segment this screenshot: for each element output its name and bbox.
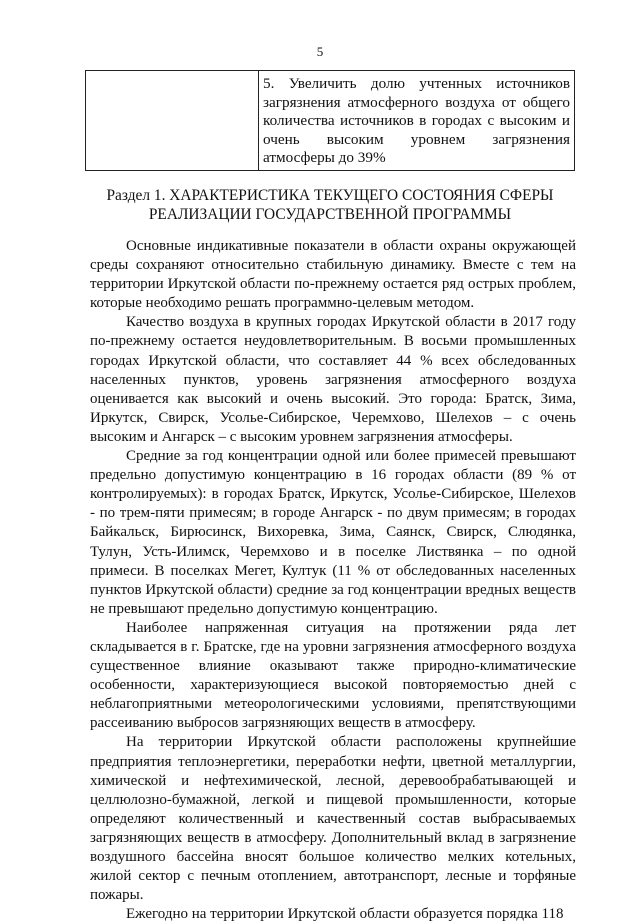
paragraph-air-quality: Качество воздуха в крупных городах Иркутской области в 2017 году по-прежнему остается неудовлетворительным. В восьми промышленных городах Иркутской области, что составляет 44 % всех обследованных населенных пунктов, уровень загрязнения атмосферного воздуха оценивается как высокий и очень высокий. Это города: Братск, Зима, Иркутск, Свирск, Усолье-Сибирское, Черемхово, Шелехов – с очень высоким и Ангарск – с высоким уровнем загрязнения атмосферы. <box>90 314 576 445</box>
page-number: 5 <box>316 44 324 59</box>
paragraph-bratsk: Наиболее напряженная ситуация на протяжении ряда лет складывается в г. Братске, где на уровни загрязнения атмосферного воздуха существенное влияние оказывают также природно-климатические особенности, характеризующиеся высокой повторяемостью дней с неблагоприятными метеорологическими условиями, препятствующими рассеиванию выбросов загрязняющих веществ в атмосферу. <box>90 619 576 732</box>
table-cell-empty <box>86 71 259 171</box>
paragraph-industry: На территории Иркутской области расположены крупнейшие предприятия теплоэнергетики, переработки нефти, цветной металлургии, химической и нефтехимической, лесной, деревообрабатывающей и целлюлозно-бумажной, легкой и пищевой промышленности, которые определяют количественный и качественный состав выбрасываемых загрязняющих веществ в атмосферу. Дополнительный вклад в загрязнение воздушного бассейна вносят большое количество мелких котельных, жилой сектор с печным отоплением, автотранспорт, лесные и торфяные пожары. <box>90 734 576 904</box>
paragraph-concentrations: Средние за год концентрации одной или более примесей превышают предельно допустимую концентрацию в 16 городах области (89 % от контролируемых): в городах Братск, Иркутск, Усолье-Сибирское, Шелехов - по трем-пяти примесям; в городе Ангарск - по двум примесям; в городах Байкальск, Бирюсинск, Вихоревка, Зима, Саянск, Свирск, Слюдянка, Тулун, Усть-Илимск, Черемхово и в поселке Листвянка – по одной примеси. В поселках Мегет, Култук (11 % от обследованных населенных пунктов Иркутской области) средние за год концентрации вредных веществ не превышают предельно допустимую концентрацию. <box>90 448 576 617</box>
table-row <box>86 71 575 171</box>
paragraph-waste: Ежегодно на территории Иркутской области образуется порядка 118 <box>126 906 564 923</box>
table-cell-goal-5: 5. Увеличить долю учтенных источников загрязнения атмосферного воздуха от общего количества источников в городах с высоким и очень высоким уровнем загрязнения атмосферы до 39% <box>259 71 575 171</box>
document-body <box>90 237 576 924</box>
paragraph-indicators: Основные индикативные показатели в области охраны окружающей среды сохраняют относительно стабильную динамику. Вместе с тем на территории Иркутской области по-прежнему остается ряд острых проблем, которые необходимо решать программно-целевым методом. <box>90 238 576 312</box>
section-title: Раздел 1. ХАРАКТЕРИСТИКА ТЕКУЩЕГО СОСТОЯНИЯ СФЕРЫ РЕАЛИЗАЦИИ ГОСУДАРСТВЕННОЙ ПРОГРАММЫ <box>106 187 554 223</box>
goals-table <box>85 70 575 171</box>
